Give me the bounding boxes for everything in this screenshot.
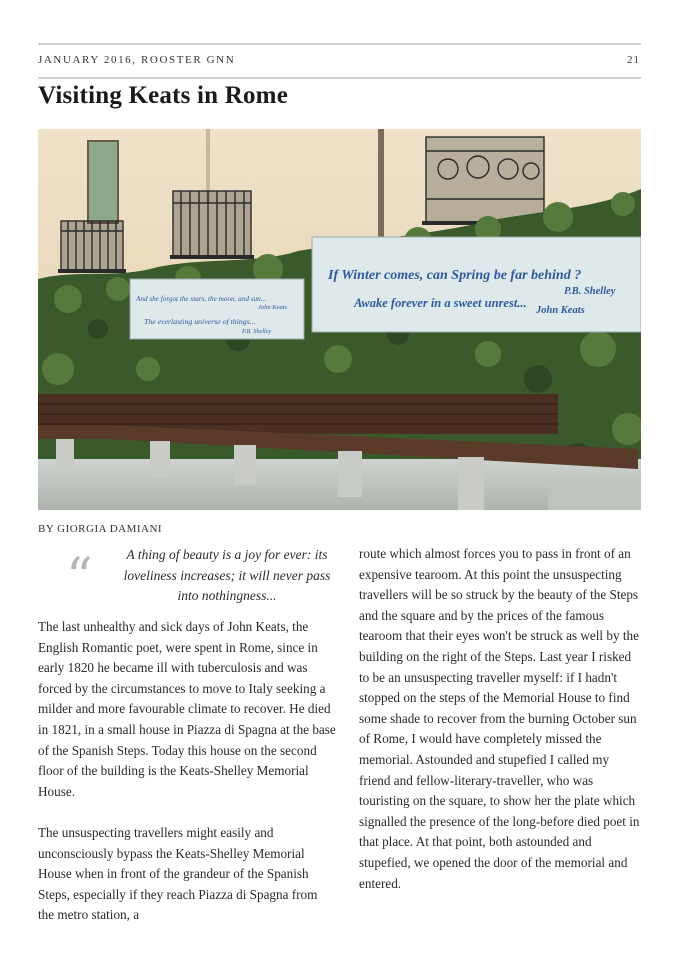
sign-small-line1: And she forgot the stars, the moon, and sun...	[136, 295, 267, 303]
sign-small-attr2: P.B. Shelley	[242, 328, 272, 335]
header-top-rule	[38, 43, 641, 45]
sign-large-attr2: John Keats	[536, 305, 585, 316]
sign-small-attr1: John Keats	[258, 304, 288, 311]
sign-large-line2: Awake forever in a sweet unrest...	[354, 296, 527, 310]
quote-mark-icon: “	[66, 548, 93, 608]
sign-small-line2: The everlasting universe of things...	[144, 317, 256, 326]
article-column-right	[359, 544, 643, 915]
article-paragraph: The last unhealthy and sick days of John Keats, the English Romantic poet, were spent in Rome, since in early 1820 he became ill with tuberculosis and was forced by the circumstances to move to Italy seeking a milder and more favourable climate to recover. He died in 1821, in a small house in Piazza di Spagna at the base of the Spanish Steps. Today this house on the second floor of the building is the Keats-Shelley Memorial House.	[38, 619, 336, 799]
header-bottom-rule	[38, 77, 641, 79]
article-paragraph: The unsuspecting travellers might easily and unconsciously bypass the Keats-Shelley Memorial House when in front of the grandeur of the Spanish Steps, especially if they reach Piazza di Spagna from the metro station, a	[38, 824, 318, 923]
pull-quote: A thing of beauty is a joy for ever: its loveliness increases; it will never pass into nothingness...	[123, 547, 331, 603]
byline: BY GIORGIA DAMIANI	[38, 523, 163, 535]
article-title: Visiting Keats in Rome	[38, 82, 288, 109]
article-photo	[38, 129, 641, 510]
article-column-left	[38, 617, 336, 947]
sign-large-attr1: P.B. Shelley	[564, 286, 616, 297]
sign-large-line1: If Winter comes, can Spring be far behind ?	[328, 268, 582, 283]
issue-label: JANUARY 2016, ROOSTER GNN	[38, 54, 236, 66]
article-paragraph: route which almost forces you to pass in front of an expensive tearoom. At this point the unsuspecting travellers will be so struck by the beauty of the Steps and the square and by the prices of the famous tearoom that their eyes won't be struck as well by the building on the right of the Steps. Last year I risked to be an unsuspecting traveller myself: if I hadn't stopped on the steps of the Memorial House to find some shade to recover from the burning October sun of Rome, I would have completely missed the memorial. Astounded and stupefied I called my friend and fellow-literary-traveller, who was touristing on the square, to show her the plate which signalled the presence of the long-before died poet in that place. At that point, both astounded and stupefied, we opened the door of the memorial and entered.	[359, 546, 640, 891]
page-number: 21	[627, 54, 640, 66]
